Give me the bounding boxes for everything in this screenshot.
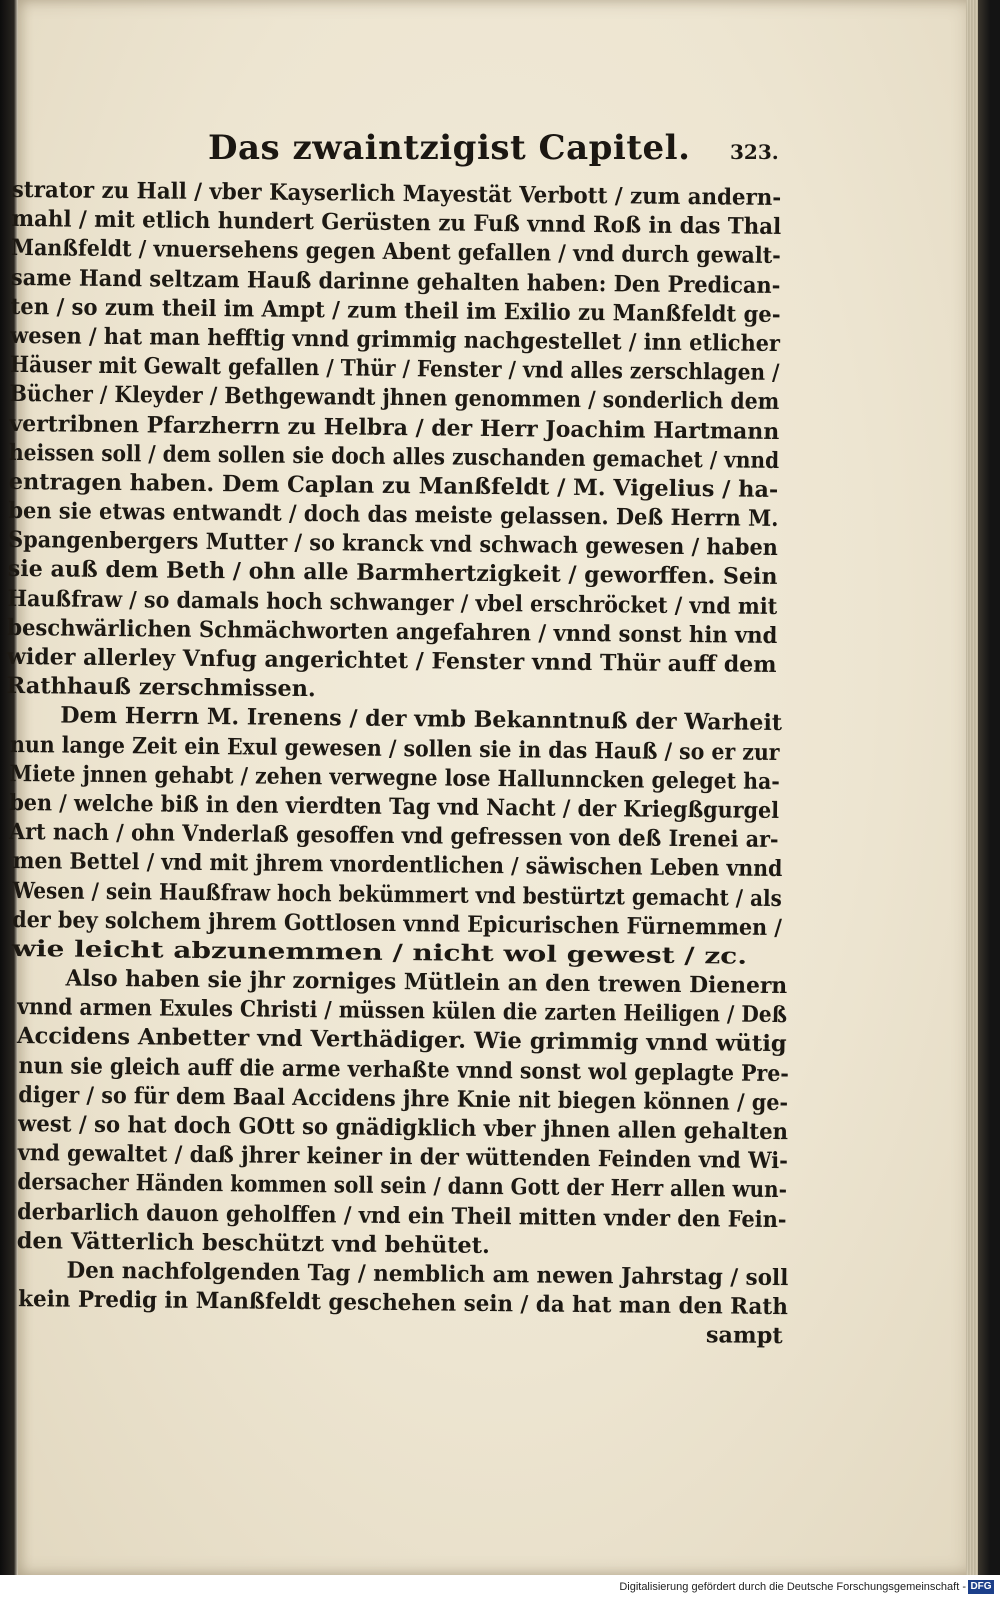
text-line: Rathhauß zerschmissen. (6, 673, 316, 703)
text-line: beschwärlichen Schmächworten angefahren / vnnd sonst hin vnd (7, 614, 778, 649)
text-line: vnd gewaltet / daß jhrer keiner in der wüttenden Feinden vnd Wi- (17, 1140, 788, 1175)
text-line: wesen / hat man hefftig vnnd grimmig nachgestellet / inn etlicher (10, 322, 781, 357)
text-line: vertribnen Pfarzherrn zu Helbra / der Herr Joachim Hartmann (9, 410, 780, 445)
text-line: Spangenbergers Mutter / so kranck vnd schwach gewesen / haben (8, 527, 779, 562)
text-line: Art nach / ohn Vnderlaß gesoffen vnd gefressen von deß Irenei ar- (8, 819, 779, 854)
running-title: Das zwaintzigist Capitel. (208, 128, 691, 168)
text-line: der bey solchem jhrem Gottlosen vnnd Epicurischen Fürnemmen / (12, 906, 783, 941)
text-line: strator zu Hall / vber Kayserlich Mayestät Verbott / zum andern- (11, 176, 782, 211)
text-line: Wesen / sein Haußfraw hoch bekümmert vnd bestürtzt gemacht / als (12, 877, 783, 912)
page-header (18, 128, 978, 172)
paragraph-start-line: Dem Herrn M. Irenens / der vmb Bekanntnuß der Warheit (60, 702, 783, 737)
text-line: entragen haben. Dem Caplan zu Manßfeldt / M. Vigelius / ha- (8, 468, 779, 503)
body-text (6, 176, 788, 1351)
page-edge (966, 0, 978, 1575)
text-line: Häuser mit Gewalt gefallen / Thür / Fenster / vnd alles zerschlagen / (9, 352, 780, 387)
text-line: mahl / mit etlich hundert Gerüsten zu Fuß vnnd Roß in das Thal (11, 206, 782, 241)
text-line: dersacher Händen kommen soll sein / dann Gott der Herr allen wun- (17, 1169, 788, 1204)
text-line: diger / so für dem Baal Accidens jhre Knie nit biegen können / ge- (18, 1081, 789, 1116)
text-line: nun sie gleich auff die arme verhaßte vnnd sonst wol geplagte Pre- (18, 1052, 789, 1087)
catchword: sampt (705, 1322, 783, 1350)
text-line: wider allerley Vnfug angerichtet / Fenster vnnd Thür auff dem (6, 643, 777, 678)
text-line: nun lange Zeit ein Exul gewesen / sollen sie in das Hauß / so er zur (9, 731, 780, 766)
text-line: ben sie etwas entwandt / doch das meiste gelassen. Deß Herrn M. (8, 497, 779, 533)
paragraph-start-line: Also haben sie jhr zorniges Mütlein an den trewen Dienern (65, 965, 788, 1000)
text-line: kein Predig in Manßfeldt geschehen sein / da hat man den Rath (18, 1286, 788, 1321)
text-line: den Vätterlich beschützt vnd behütet. (16, 1227, 491, 1259)
text-line: Manßfeldt / vnuersehens gegen Abent gefallen / vnd durch gewalt- (11, 235, 781, 270)
dfg-logo: DFG (968, 1580, 994, 1594)
text-line: Miete jnnen gehabt / zehen verwegne lose Hallunncken geleget ha- (9, 760, 780, 795)
text-line: derbarlich dauon geholffen / vnd ein Theil mitten vnder den Fein- (17, 1198, 787, 1233)
text-line: heissen soll / dem sollen sie doch alles zuschanden gemachet / vnnd (8, 439, 780, 474)
digitization-credit: Digitalisierung gefördert durch die Deutsche Forschungsgemeinschaft - (619, 1581, 966, 1593)
text-line: same Hand seltzam Hauß darinne gehalten haben: Den Predican- (10, 264, 781, 299)
text-line: Accidens Anbetter vnd Verthädiger. Wie grimmig vnnd wütig (16, 1023, 787, 1058)
text-line: wie leicht abzunemmen / nicht wol gewest / zc. (11, 935, 748, 970)
paragraph-start-line: Den nachfolgenden Tag / nemblich am newen Jahrstag / soll (66, 1257, 789, 1292)
text-line: west / so hat doch GOtt so gnädigklich vber jhnen allen gehalten (17, 1111, 789, 1146)
text-line: men Bettel / vnd mit jhrem vnordentlichen / säwischen Leben vnnd (12, 848, 783, 883)
text-line: ten / so zum theil im Ampt / zum theil im Exilio zu Manßfeldt ge- (10, 293, 781, 328)
text-line: ben / welche biß in den vierdten Tag vnd Nacht / der Kriegßgurgel (9, 789, 780, 824)
book-page (6, 0, 978, 1575)
text-line: Bücher / Kleyder / Bethgewandt jhnen genommen / sonderlich dem (9, 381, 780, 416)
text-line: Haußfraw / so damals hoch schwanger / vbel erschröcket / vnd mit (7, 585, 778, 620)
page-number: 323. (730, 140, 779, 164)
text-line: vnnd armen Exules Christi / müssen külen die zarten Heiligen / Deß (17, 994, 788, 1029)
text-line: sie auß dem Beth / ohn alle Barmhertzigkeit / geworffen. Sein (7, 556, 778, 591)
